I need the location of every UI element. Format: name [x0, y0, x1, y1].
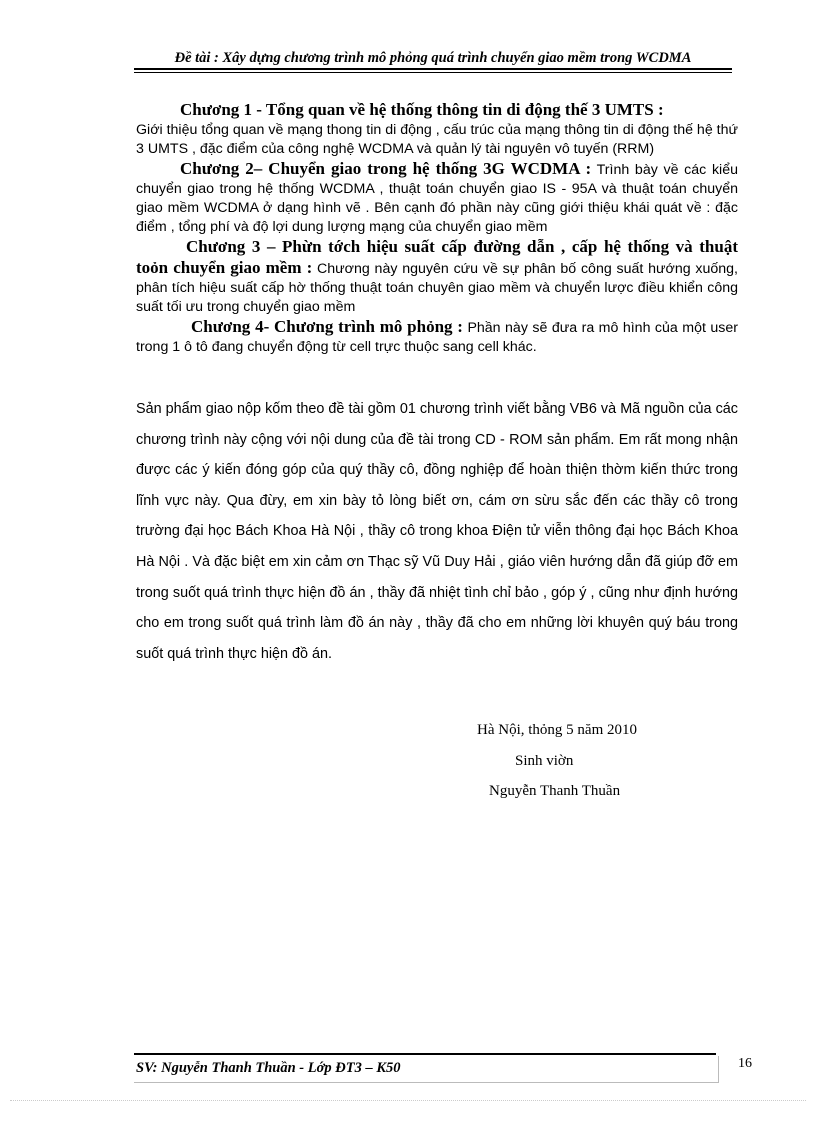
- chapter-3-body: Chương này nguyên cứu về sự phân bố công suất hướng xuống, phân tích hiệu suất cấp hờ thống thuật toán chuyên giao mềm và chuyển lược điều khiển công suất tối ưu trong chuyển giao mềm: [136, 261, 738, 315]
- signature-role: Sinh viờn: [515, 753, 574, 769]
- footer-rule: [134, 1053, 716, 1055]
- acknowledgement-paragraph: Sản phẩm giao nộp kốm theo đề tài gồm 01 chương trình viết bằng VB6 và Mã nguồn của các chương trình này cộng với nội dung của đề tài trong CD - ROM sản phẩm. Em rất mong nhận được các ý kiến đóng góp của quý thầy cô, đồng nghiệp để hoàn thiện thờm kiến thức trong lĩnh vực này. Qua đừy, em xin bày tỏ lòng biết ơn, cám ơn sừu sắc đến các thầy cô trong trường đại học Bách Khoa Hà Nội , thầy cô trong khoa Điện tử viễn thông đại học Bách Khoa Hà Nội . Và đặc biệt em xin cảm ơn Thạc sỹ Vũ Duy Hải , giáo viên hướng dẫn đã giúp đỡ em trong suốt quá trình thực hiện đồ án , thầy đã nhiệt tình chỉ bảo , góp ý , cũng như định hướng cho em trong suốt quá trình làm đồ án này , thầy đã cho em những lời khuyên quý báu trong suốt quá trình thực hiện đồ án.: [136, 401, 738, 662]
- signature-name: Nguyễn Thanh Thuần: [489, 783, 621, 799]
- chapter-4-body: Phần này sẽ đưa ra mô hình của một user trong 1 ô tô đang chuyển động từ cell trực thuộc sang cell khác.: [136, 320, 739, 355]
- header-rule-thin: [134, 72, 732, 73]
- footer-student-info: SV: Nguyễn Thanh Thuần - Lớp ĐT3 – K50: [136, 1060, 401, 1076]
- chapter-1-title: Chương 1 - Tổng quan về hệ thống thông tin di động thế 3 UMTS :: [180, 100, 664, 119]
- page-number: 16: [738, 1056, 752, 1071]
- chapter-3: [136, 237, 738, 317]
- chapter-4: [136, 317, 738, 357]
- chapter-3-title: Chương 3 – Phừn tớch hiệu suất cấp đường dẫn , cấp hệ thống và thuật toỏn chuyển giao mềm :: [136, 237, 738, 277]
- page-edge: [10, 1100, 806, 1101]
- chapter-1: [136, 100, 738, 159]
- chapter-2-title: Chương 2– Chuyển giao trong hệ thống 3G WCDMA :: [180, 159, 592, 178]
- signature-place-date: Hà Nội, thỏng 5 năm 2010: [477, 722, 637, 738]
- chapter-1-body: Giới thiệu tổng quan về mạng thong tin di động , cấu trúc của mạng thông tin di động thế hệ thứ 3 UMTS , đặc điểm của công nghệ WCDMA và quản lý tài nguyên vô tuyến (RRM): [136, 122, 738, 157]
- chapter-2: [136, 159, 738, 237]
- header-rule: [134, 68, 732, 70]
- document-header-title: Đề tài : Xây dựng chương trình mô phỏng quá trình chuyển giao mềm trong WCDMA: [174, 50, 692, 66]
- chapter-2-body: Trình bày về các kiểu chuyển giao trong hệ thống WCDMA , thuật toán chuyển giao IS - 95A và thuật toán chuyển giao mềm WCDMA ở dạng hình vẽ . Bên cạnh đó phần này cũng giới thiệu khái quát về : đặc điểm , tổng phí và độ lợi dung lượng mạng của chuyển giao mềm: [136, 162, 738, 235]
- chapter-4-title: Chương 4- Chương trình mô phỏng :: [191, 317, 463, 336]
- chapter-summary: [136, 100, 738, 357]
